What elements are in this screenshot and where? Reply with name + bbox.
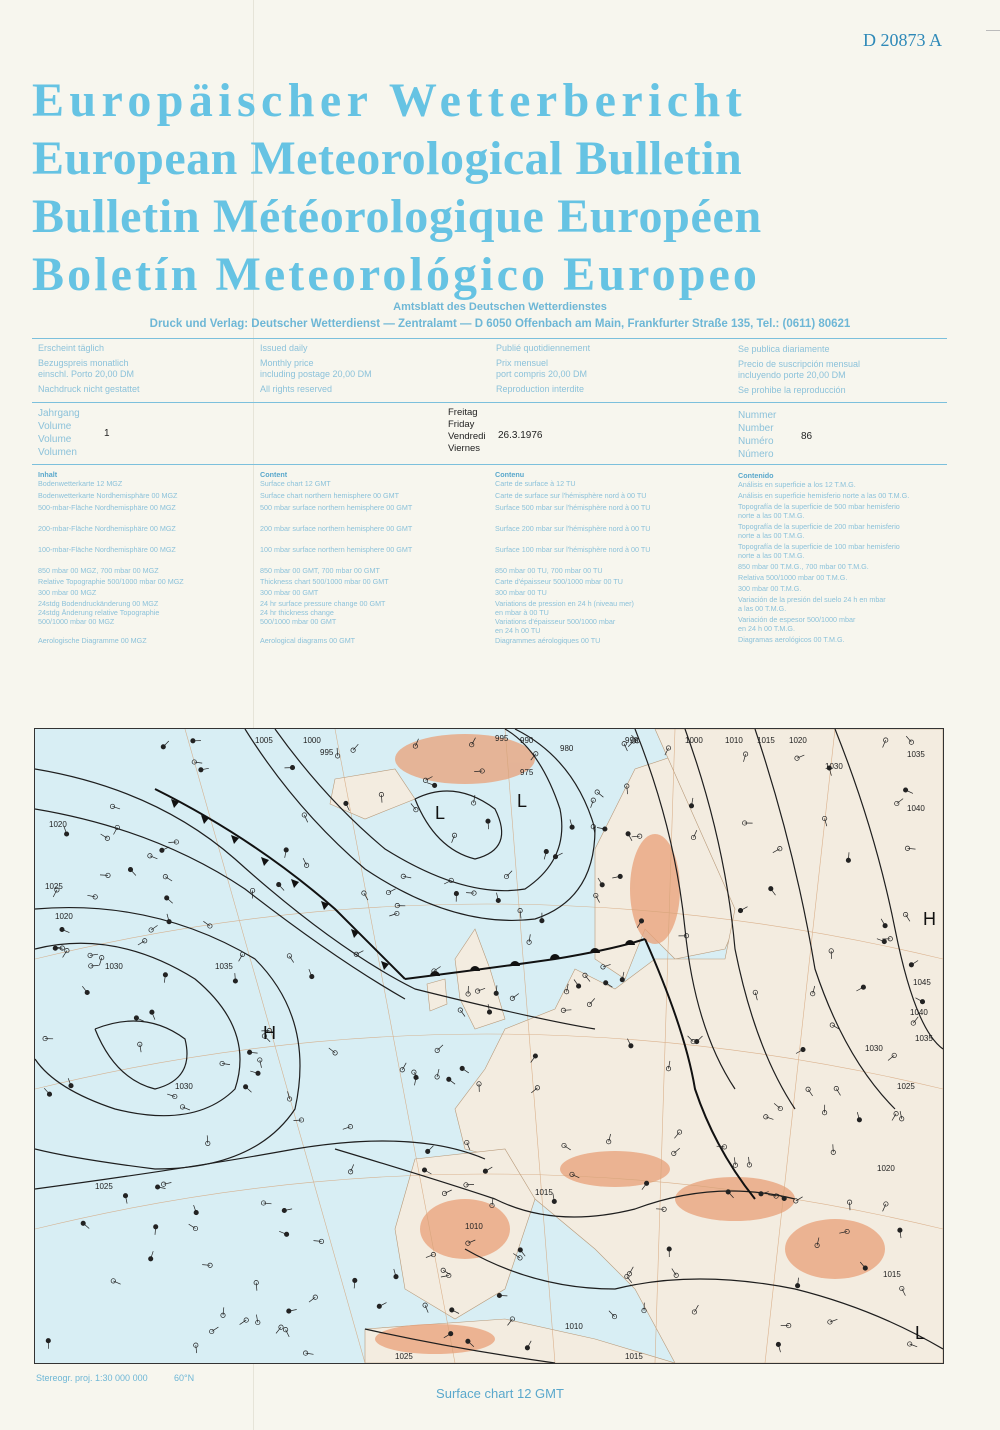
- contents-german: [38, 470, 184, 645]
- contents-line: 24 hr thickness change: [260, 608, 334, 617]
- wind-barb: [437, 1045, 443, 1051]
- isobar-label: 990: [625, 736, 639, 745]
- issue-date: 26.3.1976: [498, 430, 543, 441]
- contents-line: a las 00 T.M.G.: [738, 604, 787, 613]
- contents-line: Bodenwetterkarte 12 MGZ: [38, 479, 123, 488]
- wind-barb: [452, 835, 455, 842]
- contents-line: 500-mbar-Fläche Nordhemisphäre 00 MGZ: [38, 503, 176, 512]
- number-label: Número: [738, 449, 774, 460]
- info-line: incluyendo porte 20,00 DM: [738, 370, 846, 380]
- wind-barb: [449, 1079, 455, 1084]
- wind-barb: [329, 1048, 335, 1053]
- contents-line: Carte de surface à 12 TU: [495, 479, 576, 488]
- title-german: Europäischer Wetterbericht: [32, 74, 747, 127]
- contents-heading: Contenu: [495, 470, 525, 479]
- station-circle: [525, 1346, 529, 1350]
- day-label: Freitag: [448, 407, 478, 418]
- isobar-label: 1040: [910, 1008, 928, 1017]
- cold-front-triangle: [291, 879, 299, 888]
- isobar-label: 1010: [565, 1322, 583, 1331]
- wind-barb: [83, 1223, 89, 1228]
- contents-line: 500 mbar surface northern hemisphere 00 GMT: [260, 503, 413, 512]
- station-circle: [167, 920, 171, 924]
- isobar: [95, 1021, 187, 1089]
- wind-barb: [100, 875, 108, 876]
- volume-label: Volume: [38, 421, 72, 432]
- isobar: [415, 791, 502, 859]
- contents-line: 24stdg Änderung relative Topographie: [38, 608, 160, 617]
- isobar-label: 1025: [95, 1182, 113, 1191]
- info-line: Prix mensuel: [496, 358, 549, 368]
- contents-line: Surface chart 12 GMT: [260, 479, 331, 488]
- station-circle: [64, 832, 68, 836]
- atlas-relief: [375, 1324, 495, 1354]
- station-circle: [570, 825, 574, 829]
- station-circle: [362, 891, 366, 895]
- contents-line: 24stdg Bodendruckänderung 00 MGZ: [38, 599, 159, 608]
- station-circle: [857, 1118, 861, 1122]
- number-label: Number: [738, 423, 774, 434]
- isobar-label: 1015: [757, 736, 775, 745]
- contents-line: en 24 h 00 TU: [495, 626, 541, 635]
- greenland-relief: [395, 734, 535, 784]
- contents-line: 100 mbar surface northern hemisphere 00 GMT: [260, 545, 413, 554]
- contents-heading: Content: [260, 470, 288, 479]
- meridian: [335, 729, 455, 1363]
- wind-barb: [140, 1044, 141, 1052]
- info-french: [496, 343, 590, 395]
- contents-line: Variations de pression en 24 h (niveau mer): [495, 599, 634, 608]
- wind-barb: [466, 893, 474, 894]
- contents-line: norte a las 00 T.M.G.: [738, 511, 805, 520]
- day-labels: [448, 407, 486, 455]
- map-caption: Surface chart 12 GMT: [436, 1386, 564, 1401]
- station-circle: [377, 1304, 381, 1308]
- amtsblatt-line: Amtsblatt des Deutschen Wetterdienstes: [393, 301, 607, 313]
- contents-line: 850 mbar 00 GMT, 700 mbar 00 GMT: [260, 566, 380, 575]
- wind-barb: [529, 934, 530, 942]
- info-english: [260, 343, 372, 395]
- station-circle: [256, 1071, 260, 1075]
- station-circle: [180, 1105, 184, 1109]
- isobar-label: 1000: [685, 736, 703, 745]
- contents-heading: Inhalt: [38, 470, 58, 479]
- isobar-label: 1020: [55, 912, 73, 921]
- wind-barb: [168, 842, 176, 843]
- low-pressure-center: L: [517, 791, 528, 811]
- wind-barb: [131, 870, 136, 876]
- contents-line: Variations d'épaisseur 500/1000 mbar: [495, 617, 616, 626]
- wind-barb: [512, 994, 518, 999]
- corner-mark: [986, 30, 1000, 31]
- wind-barb: [353, 744, 358, 750]
- iceland: [330, 769, 415, 819]
- contents-line: Diagrammes aérologiques 00 TU: [495, 636, 601, 645]
- wind-barb: [337, 748, 338, 756]
- wind-barb: [163, 741, 169, 747]
- wind-barb: [833, 1144, 834, 1152]
- contents-line: 500/1000 mbar 00 MGZ: [38, 617, 115, 626]
- contents-line: en mbar à 00 TU: [495, 608, 549, 617]
- info-line: Se publica diariamente: [738, 344, 830, 354]
- wind-barb: [167, 898, 173, 903]
- info-line: Se prohibe la reproducción: [738, 385, 846, 395]
- contents-line: Topografía de la superficie de 200 mbar hemisferio: [738, 522, 900, 531]
- isobar-label: 1005: [255, 736, 273, 745]
- contents-line: Análisis en superficie hemisferio norte a las 00 T.M.G.: [738, 491, 910, 500]
- divider: [32, 402, 947, 403]
- contents-line: Análisis en superficie a los 12 T.M.G.: [738, 480, 856, 489]
- station-circle: [284, 1232, 288, 1236]
- contents-english: [260, 470, 412, 645]
- title-spanish: Boletín Meteorológico Europeo: [32, 248, 761, 301]
- station-circle: [629, 1044, 633, 1048]
- issue-number: 86: [801, 431, 813, 442]
- warm-front-semicircle: [430, 971, 440, 976]
- isobar-label: 1030: [175, 1082, 193, 1091]
- station-circle: [149, 1257, 153, 1261]
- contents-line: 300 mbar 00 GMT: [260, 588, 319, 597]
- contents-line: Variación de la presión del suelo 24 h en mbar: [738, 595, 886, 604]
- info-line: including postage 20,00 DM: [260, 369, 372, 379]
- station-circle: [65, 948, 69, 952]
- isobar: [35, 943, 240, 1115]
- station-circle: [626, 832, 630, 836]
- info-line: Reproduction interdite: [496, 384, 585, 394]
- volume-labels: [38, 407, 80, 459]
- warm-front-semicircle: [550, 954, 560, 959]
- contents-line: 200-mbar-Fläche Nordhemisphäre 00 MGZ: [38, 524, 176, 533]
- wind-barb: [520, 1250, 525, 1256]
- wind-barb: [411, 804, 416, 810]
- cold-front-triangle: [261, 857, 269, 866]
- wind-barb: [202, 1265, 210, 1266]
- info-line: Issued daily: [260, 343, 308, 353]
- day-label: Vendredi: [448, 431, 486, 442]
- isobar-label: 1030: [825, 762, 843, 771]
- high-pressure-center: H: [923, 909, 936, 929]
- wind-barb: [563, 1010, 571, 1011]
- isobar-label: 1045: [913, 978, 931, 987]
- station-circle: [194, 1210, 198, 1214]
- isobar-label: 975: [520, 768, 534, 777]
- isobar-label: 990: [520, 736, 534, 745]
- map-canvas: [35, 729, 943, 1363]
- info-line: Bezugspreis monatlich: [38, 358, 129, 368]
- number-labels: [738, 409, 776, 461]
- wind-barb: [656, 1209, 664, 1210]
- station-circle: [400, 1068, 404, 1072]
- isobar-label: 995: [495, 734, 509, 743]
- wind-barb: [597, 792, 603, 797]
- wind-barb: [207, 1135, 208, 1143]
- wind-barb: [256, 1315, 257, 1323]
- isobar-label: 980: [560, 744, 574, 753]
- contents-line: 850 mbar 00 MGZ, 700 mbar 00 MGZ: [38, 566, 159, 575]
- volume-label: Volumen: [38, 447, 77, 458]
- contents-line: 300 mbar 00 MGZ: [38, 588, 97, 597]
- station-circle: [601, 965, 605, 969]
- wind-barb: [314, 1241, 322, 1242]
- isobar-label: 1030: [865, 1044, 883, 1053]
- wind-barb: [194, 762, 202, 763]
- title-english: European Meteorological Bulletin: [32, 132, 743, 185]
- station-circle: [283, 1328, 287, 1332]
- contents-line: Aerological diagrams 00 GMT: [260, 636, 356, 645]
- info-line: port compris 20,00 DM: [496, 369, 588, 379]
- isobar-label: 1035: [215, 962, 233, 971]
- station-circle: [883, 924, 887, 928]
- projection-note: Stereogr. proj. 1:30 000 000: [36, 1373, 148, 1383]
- wind-barb: [246, 1087, 252, 1093]
- info-line: Erscheint täglich: [38, 343, 105, 353]
- volume-label: Jahrgang: [38, 408, 80, 419]
- wind-barb: [82, 986, 87, 992]
- volume-label: Volume: [38, 434, 72, 445]
- contents-line: 850 mbar 00 T.M.G., 700 mbar 00 T.M.G.: [738, 562, 869, 571]
- title-block: [32, 72, 947, 304]
- isobar-label: 1000: [303, 736, 321, 745]
- station-circle: [576, 984, 580, 988]
- isobar-label: 1010: [725, 736, 743, 745]
- isobar-label: 1035: [907, 750, 925, 759]
- contents-line: Carte de surface sur l'hémisphère nord à 00 TU: [495, 491, 647, 500]
- wind-barb: [403, 876, 411, 878]
- isobar-label: 1030: [105, 962, 123, 971]
- info-line: Publié quotidiennement: [496, 343, 591, 353]
- contents-line: 850 mbar 00 TU, 700 mbar 00 TU: [495, 566, 603, 575]
- wind-barb: [294, 1120, 302, 1121]
- isobar-label: 1015: [535, 1188, 553, 1197]
- contents-line: norte a las 00 T.M.G.: [738, 531, 805, 540]
- low-pressure-center: L: [435, 803, 446, 823]
- info-german: [38, 343, 140, 395]
- station-circle: [604, 981, 608, 985]
- wind-barb: [256, 1283, 257, 1291]
- isobar: [35, 908, 300, 1169]
- latitude-note: 60°N: [174, 1373, 195, 1383]
- isobar-label: 1035: [915, 1034, 933, 1043]
- document-number: D 20873 A: [862, 30, 942, 50]
- contents-line: 300 mbar 00 TU: [495, 588, 547, 597]
- number-label: Nummer: [738, 410, 777, 421]
- isobar-label: 1025: [45, 882, 63, 891]
- wind-barb: [309, 1297, 315, 1302]
- title-french: Bulletin Météorologique Européen: [32, 190, 762, 243]
- contents-line: Bodenwetterkarte Nordhemisphäre 00 MGZ: [38, 491, 178, 500]
- contents-line: Topografía de la superficie de 100 mbar hemisferio: [738, 542, 900, 551]
- station-circle: [544, 849, 548, 853]
- isobar-label: 1015: [625, 1352, 643, 1361]
- day-label: Friday: [448, 419, 475, 430]
- divider: [32, 464, 947, 465]
- contents-line: Variación de espesor 500/1000 mbar: [738, 615, 856, 624]
- contents-line: 300 mbar 00 T.M.G.: [738, 584, 802, 593]
- contents-line: Diagramas aerológicos 00 T.M.G.: [738, 635, 845, 644]
- publisher-line: Druck und Verlag: Deutscher Wetterdienst — Zentralamt — D 6050 Offenbach am Main, Frankfurter Straße 135, Tel.: (0611) 80621: [149, 318, 851, 330]
- volume-value: 1: [104, 428, 110, 439]
- station-circle: [553, 855, 557, 859]
- wind-barb: [276, 1327, 281, 1333]
- contents-heading: Contenido: [738, 471, 774, 480]
- isobar-label: 1040: [907, 804, 925, 813]
- contents-french: [495, 470, 650, 645]
- contents-line: Surface 100 mbar sur l'hémisphère nord à 00 TU: [495, 545, 651, 554]
- contents-line: Relative Topographie 500/1000 mbar 00 MGZ: [38, 577, 184, 586]
- info-line: All rights reserved: [260, 384, 333, 394]
- contents-line: 24 hr surface pressure change 00 GMT: [260, 599, 386, 608]
- wind-barb: [591, 800, 594, 808]
- info-line: Precio de suscripción mensual: [738, 359, 861, 369]
- contents-line: Aerologische Diagramme 00 MGZ: [38, 636, 147, 645]
- station-circle: [449, 1332, 453, 1336]
- contents-line: en 24 h 00 T.M.G.: [738, 624, 796, 633]
- wind-barb: [90, 954, 98, 955]
- warm-front-semicircle: [510, 961, 520, 966]
- wind-barb: [520, 911, 521, 919]
- station-circle: [759, 1192, 763, 1196]
- station-circle: [134, 1016, 138, 1020]
- low-pressure-center: L: [915, 1323, 926, 1343]
- wind-barb: [222, 1064, 230, 1065]
- wind-barb: [87, 895, 95, 897]
- contents-line: Surface 500 mbar sur l'hémisphère nord à 00 TU: [495, 503, 651, 512]
- contents-spanish: [738, 471, 909, 644]
- station-circle: [143, 939, 147, 943]
- station-circle: [452, 833, 456, 837]
- isobar-label: 1020: [49, 820, 67, 829]
- wind-barb: [196, 1345, 197, 1353]
- station-circle: [460, 1066, 464, 1070]
- surface-weather-map: [34, 728, 944, 1364]
- info-line: Nachdruck nicht gestattet: [38, 384, 140, 394]
- info-line: Monthly price: [260, 358, 314, 368]
- contents-line: Thickness chart 500/1000 mbar 00 GMT: [260, 577, 389, 586]
- contents-line: Carte d'épaisseur 500/1000 mbar 00 TU: [495, 577, 623, 586]
- day-label: Viernes: [448, 443, 481, 454]
- divider: [32, 338, 947, 339]
- isobar-label: 1020: [877, 1164, 895, 1173]
- great-britain: [455, 929, 505, 1029]
- isobar-label: 1020: [789, 736, 807, 745]
- contents-line: Surface chart northern hemisphere 00 GMT: [260, 491, 400, 500]
- contents-line: 500/1000 mbar 00 GMT: [260, 617, 337, 626]
- contents-line: norte a las 00 T.M.G.: [738, 551, 805, 560]
- contents-line: 200 mbar surface northern hemisphere 00 GMT: [260, 524, 413, 533]
- high-pressure-center: H: [263, 1023, 276, 1043]
- wind-barb: [609, 1311, 615, 1317]
- station-circle: [423, 1303, 427, 1307]
- wind-barb: [428, 1146, 434, 1152]
- wind-barb: [223, 1307, 224, 1315]
- contents-line: Topografía de la superficie de 500 mbar hemisferio: [738, 502, 900, 511]
- contents-line: Surface 200 mbar sur l'hémisphère nord à 00 TU: [495, 524, 651, 533]
- info-spanish: [738, 344, 860, 396]
- station-circle: [348, 1170, 352, 1174]
- isobar-label: 1025: [395, 1352, 413, 1361]
- wind-barb: [44, 1088, 49, 1094]
- anatolia-relief: [785, 1219, 885, 1279]
- wind-barb: [466, 1184, 474, 1185]
- isobar-label: 995: [320, 748, 334, 757]
- isobar-label: 1010: [465, 1222, 483, 1231]
- number-label: Numéro: [738, 436, 774, 447]
- wind-barb: [306, 1353, 314, 1354]
- contents-line: 100-mbar-Fläche Nordhemisphäre 00 MGZ: [38, 545, 176, 554]
- balkan-relief: [675, 1177, 795, 1221]
- info-line: einschl. Porto 20,00 DM: [38, 369, 135, 379]
- isobar-label: 1015: [883, 1270, 901, 1279]
- isobar-label: 1025: [897, 1082, 915, 1091]
- wind-barb: [264, 1203, 272, 1204]
- front-symbols: [171, 799, 635, 976]
- wind-barb: [279, 885, 284, 891]
- contents-line: Relativa 500/1000 mbar 00 T.M.G.: [738, 573, 848, 582]
- wind-barb: [507, 871, 513, 877]
